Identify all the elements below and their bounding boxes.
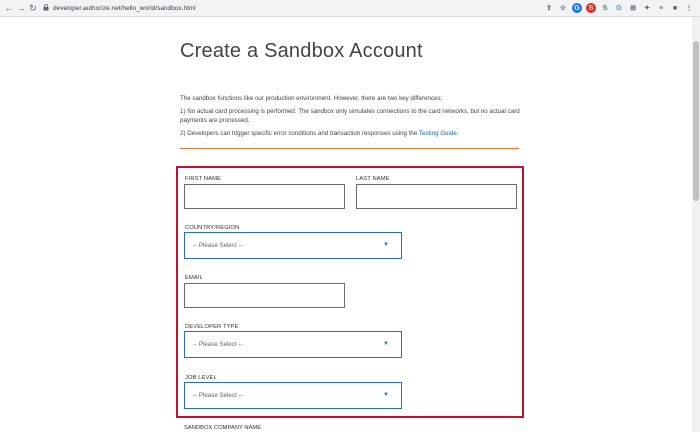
developer-type-select[interactable] [184,331,402,358]
page-header [180,38,520,64]
last-name-field[interactable] [356,184,517,209]
forward-arrow-icon[interactable]: → [16,3,26,13]
puzzle-extensions-icon[interactable]: ✦ [644,5,650,12]
profile-icon[interactable]: ■ [672,4,678,12]
job-level-select[interactable] [184,382,402,409]
address-bar[interactable] [43,2,540,15]
page-title: Create a Sandbox Account [180,40,423,62]
chevron-down-icon: ▼ [383,242,389,248]
country-selected-value: -- Please Select -- [193,242,243,249]
intro-paragraph: The sandbox functions like our production environment. However, there are two key differences: [180,95,443,102]
browser-toolbar [0,0,700,17]
sandbox-company-name-label: SANDBOX COMPANY NAME [184,425,262,431]
google-translate-extension-icon[interactable]: G [616,4,622,12]
intro-text [180,95,522,144]
email-field[interactable] [184,283,345,308]
grammarly-extension-icon[interactable]: G [572,3,582,13]
lock-icon[interactable] [43,4,49,13]
s-extension-icon[interactable]: S [586,3,596,13]
intro-point-2 [180,130,522,138]
bookmark-star-icon[interactable]: ☆ [559,5,567,12]
section-divider [180,148,519,149]
grid-extension-icon[interactable]: ⊞ [630,5,636,12]
s-green-extension-icon[interactable]: S [602,4,608,12]
email-label: EMAIL [185,275,203,281]
country-region-select[interactable] [184,232,402,259]
url-text[interactable]: developer.authorize.net/hello_world/sandbox.html [53,4,196,12]
testing-guide-link[interactable]: Testing Guide [418,130,457,138]
developer-type-label: DEVELOPER TYPE [185,324,239,330]
reload-icon[interactable]: ↻ [29,2,37,13]
intro-point-1: 1) No actual card processing is performed. The sandbox only simulates connections to the card networks, but no actual card payments are processed. [180,108,520,124]
chevron-down-icon: ▼ [383,341,389,347]
developer-type-selected-value: -- Please Select -- [193,341,243,348]
intro-point-2-end: . [456,130,459,138]
share-icon[interactable]: ⇪ [546,5,552,12]
job-level-selected-value: -- Please Select -- [193,392,243,399]
page-scrollbar[interactable] [692,17,700,432]
first-name-label: FIRST NAME [185,176,221,182]
intro-point-2-text: 2) Developers can trigger specific error conditions and transaction responses using the [180,130,419,138]
first-name-field[interactable] [184,184,345,209]
country-region-label: COUNTRY/REGION [185,225,240,231]
reading-list-icon[interactable]: ≡ [658,4,664,12]
job-level-label: JOB LEVEL [185,375,217,381]
menu-kebab-icon[interactable]: ⋮ [685,5,693,12]
scrollbar-thumb[interactable] [693,41,699,201]
back-arrow-icon[interactable]: ← [4,3,14,13]
chevron-down-icon: ▼ [383,392,389,398]
last-name-label: LAST NAME [356,176,390,182]
extension-icons [540,3,694,13]
